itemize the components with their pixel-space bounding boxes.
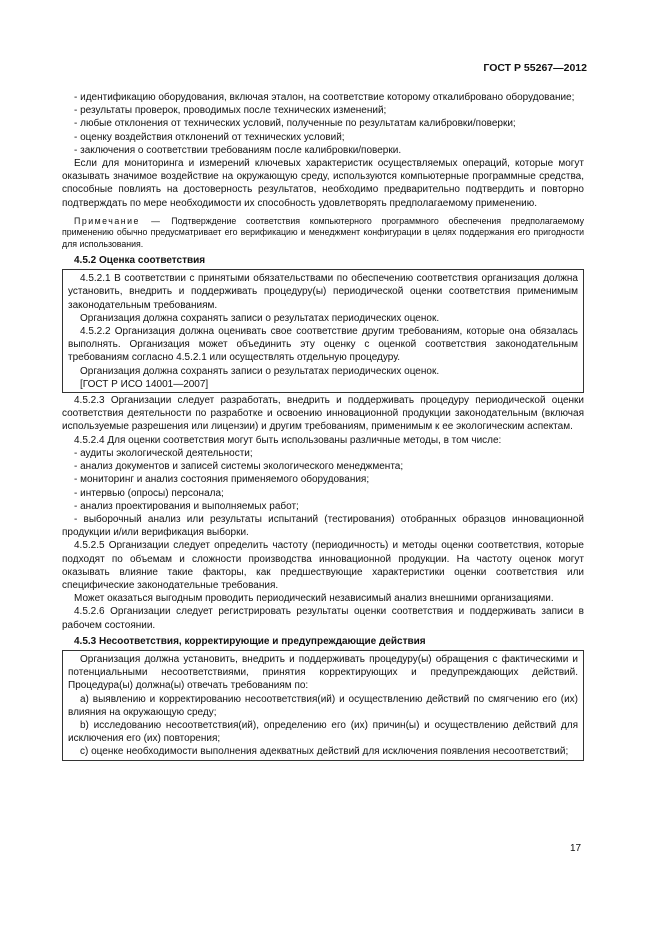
- list-item: - заключения о соответствии требованиям после калибровки/поверки.: [74, 144, 402, 156]
- paragraph: Организация должна установить, внедрить и поддерживать процедуру(ы) обращения с фактическими и потенциальными несоответствиями, принятия корректирующих и предупреждающих действий. Процедура(ы) должна(ы) отвечать требованиям по:: [68, 653, 578, 692]
- list-item: - любые отклонения от технических условий, полученные по результатам калибровки/поверки;: [74, 118, 516, 130]
- list-item: - результаты проверок, проводимых после технических изменений;: [74, 105, 387, 117]
- paragraph: 4.5.2.5 Организации следует определить частоту (периодичность) и методы оценки соответствия, которые подходят по объемам и сложности производства инновационной продукции. На частоту оценок могут оказывать влияние такие факторы, как предшествующие характеристики оценки соответствия или специфические законодательные требования.: [62, 540, 584, 591]
- reference: [ГОСТ Р ИСО 14001—2007]: [80, 378, 209, 390]
- note: [62, 216, 584, 250]
- section-heading: 4.5.2 Оценка соответствия: [74, 255, 206, 267]
- document-body: [62, 91, 584, 762]
- quoted-standard-box: [62, 269, 584, 393]
- page-number: 17: [570, 843, 582, 854]
- list-item: b) исследованию несоответствия(ий), определению его (их) причин(ы) и осуществлению действий для исключения его (их) повторения;: [68, 719, 578, 745]
- list-item: a) выявлению и корректированию несоответствия(ий) и осуществлению действий по смягчению его (их) влияния на окружающую среду;: [68, 693, 578, 718]
- paragraph: Организация должна сохранять записи о результатах периодических оценок.: [80, 312, 440, 324]
- quoted-standard-box: [62, 650, 584, 761]
- paragraph: 4.5.2.2 Организация должна оценивать свое соответствие другим требованиям, которые она обязалась выполнять. Организация может объединить эту оценку с оценкой соответствия законодательным требованиям согласно 4.5.2.1 или осуществлять отдельную процедуру.: [68, 326, 578, 364]
- paragraph: 4.5.2.4 Для оценки соответствия могут быть использованы различные методы, в том числе:: [74, 434, 502, 446]
- note-text: Подтверждение соответствия компьютерного программного обеспечения предполагаемому применению обычно предусматривает его верификацию и менеджмент конфигурации в целях поддержания его пригодности для использования.: [62, 215, 584, 249]
- note-label: Примечание —: [74, 215, 162, 226]
- paragraph: Если для мониторинга и измерений ключевых характеристик осуществляемых операций, которые могут оказывать значимое воздействие на окружающую среду, используются компьютерные программные средства, способные повлиять на достоверность результатов, необходимо предварительно подтвердить и повторно подтверждать по мере необходимости их способность удовлетворять предполагаемому применению.: [62, 158, 584, 209]
- list-item: - выборочный анализ или результаты испытаний (тестирования) отобранных образцов инновационной продукции и/или верификация выборки.: [62, 513, 584, 539]
- list-item: - интервью (опросы) персонала;: [74, 487, 224, 499]
- paragraph: 4.5.2.1 В соответствии с принятыми обязательствами по обеспечению соответствия организация должна установить, внедрить и поддерживать процедуру(ы) периодической оценки соответствия применимым законодательным требованиям.: [68, 273, 578, 311]
- paragraph: Может оказаться выгодным проводить периодический независимый анализ внешними организациями.: [74, 593, 554, 605]
- paragraph: 4.5.2.3 Организации следует разработать, внедрить и поддерживать процедуру периодической оценки соответствия деятельности по разработке и освоению инновационной продукции законодательным (включая используемые разрешения или лицензии) и другим требованиям, применимым к ее экологическим аспектам.: [62, 395, 584, 433]
- paragraph: Организация должна сохранять записи о результатах периодических оценок.: [80, 365, 440, 377]
- paragraph: 4.5.2.6 Организации следует регистрировать результаты оценки соответствия и поддерживать записи в рабочем состоянии.: [62, 606, 584, 631]
- list-item: - идентификацию оборудования, включая эталон, на соответствие которому откалибровано оборудование;: [74, 92, 575, 103]
- document-header: ГОСТ Р 55267—2012: [483, 62, 587, 74]
- list-item: - мониторинг и анализ состояния применяемого оборудования;: [74, 474, 370, 486]
- list-item: - аудиты экологической деятельности;: [74, 447, 253, 459]
- list-item: c) оценке необходимости выполнения адекватных действий для исключения появления несоответствий;: [80, 746, 569, 758]
- list-item: - анализ документов и записей системы экологического менеджмента;: [74, 461, 404, 473]
- list-item: - оценку воздействия отклонений от технических условий;: [74, 131, 345, 143]
- section-heading: 4.5.3 Несоответствия, корректирующие и предупреждающие действия: [74, 635, 426, 647]
- list-item: - анализ проектирования и выполняемых работ;: [74, 500, 299, 512]
